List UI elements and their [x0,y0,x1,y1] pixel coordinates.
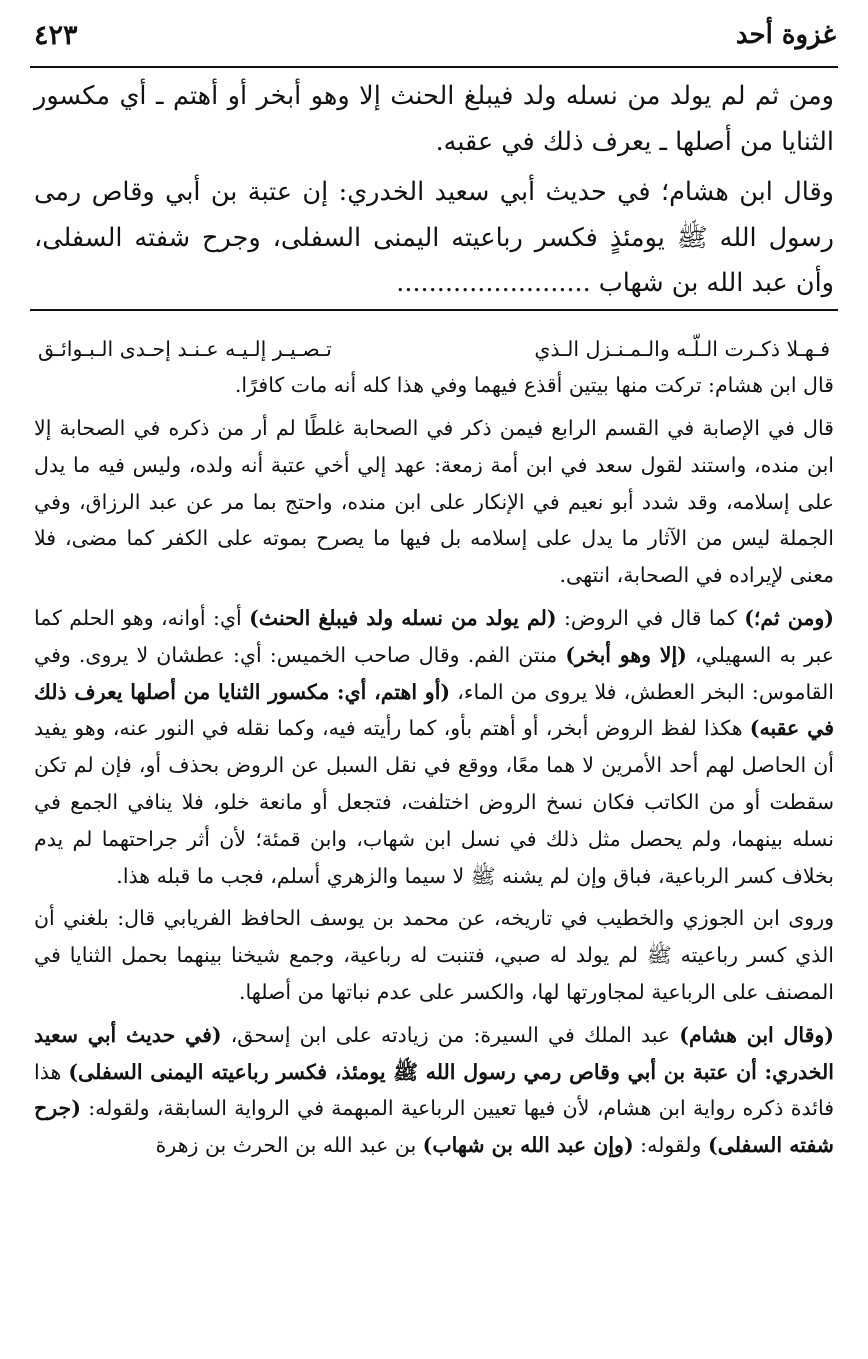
chapter-title: غزوة أحد [735,20,836,50]
quoted-text: (وقال ابن هشام) [679,1022,835,1047]
quoted-text: (لم يولد من نسله ولد فيبلغ الحنث) [249,606,557,631]
commentary [30,311,838,1165]
poetry-verse [34,331,834,368]
commentary-text: هذا فائدة ذكره رواية ابن هشام، لأن فيها تعيين الرباعية المبهمة في الرواية السابقة، ولقوله: [34,1059,834,1121]
commentary-text: منتن الفم. وقال صاحب الخميس: أي: عطشان لا يروى. وفي القاموس: البخر العطش، فلا يروى من الماء، [34,642,834,704]
verse-second-hemistich: تـصـيـر إلـيـه عـنـد إحـدى الـبـوائـق [38,336,332,361]
quoted-text: (إلا وهو أبخر) [565,642,687,667]
quoted-text: (في حديث أبي سعيد الخدري: أن عتبة بن أبي وقاص رمي رسول الله ﷺ يومئذ، فكسر رباعيته اليمنى السفلى) [34,1022,834,1084]
commentary-text: كما قال في الروض: [556,606,745,631]
commentary-paragraph [34,1017,834,1164]
page-header [30,14,838,66]
commentary-text: بن عبد الله بن الحرث بن زهرة [155,1133,423,1158]
commentary-text: هكذا لفظ الروض أبخر، أو أهتم بأو، كما رأيته فيه، وكما نقله في النور عنه، وهو يفيد أن الحاصل لهم أحد الأمرين لا هما معًا، ووقع في نقل السبل عن الروض بحذف أو، فإن لم تكن سقطت أو من الكاتب فكان نسخ الروض اختلفت، فتجعل أو مانعة خلو، فلا ينافي الجمع في نسله بينهما، ولم يحصل مثل ذلك في نسل ابن شهاب، وابن قمئة؛ لأن أثر جراحتهما لم يدم بخلاف كسر الرباعية، فباق وإن لم يشنه ﷺ لا سيما والزهري أسلم، فجب ما قبله هذا. [34,716,834,888]
quoted-text: (جرح شفته السفلى) [34,1096,834,1158]
main-text-paragraph: ومن ثم لم يولد من نسله ولد فيبلغ الحنث إلا وهو أبخر أو أهتم ـ أي مكسور الثنايا من أصلها ـ يعرف ذلك في عقبه. [34,81,834,157]
commentary-text: ولقوله: [633,1133,708,1158]
quoted-text: (أو اهتم، أي: مكسور الثنايا من أصلها يعرف ذلك في عقبه) [34,679,834,741]
commentary-paragraph: قال ابن هشام: تركت منها بيتين أقذع فيهما وفي هذا كله أنه مات كافرًا. [234,373,834,398]
main-text [30,68,838,309]
main-text-line: وقال ابن هشام؛ في حديث أبي سعيد الخدري: إن عتبة بن أبي وقاص رمى رسول الله ﷺ يومئذٍ فكسر رباعيته اليمنى السفلى، وجرح شفته السفلى، وأن عبد الله بن شهاب [34,177,834,298]
book-page [30,14,838,1344]
quoted-text: (ومن ثم؛) [744,606,834,631]
verse-first-hemistich: فـهـلا ذكـرت الـلّـه والـمـنـزل الـذي [534,336,830,361]
quoted-text: (وإن عبد الله بن شهاب) [422,1133,634,1158]
page-number: ٤٢٣ [34,20,78,51]
commentary-text: أي: أوانه، وهو الحلم كما عبر به السهيلي، [34,606,834,667]
commentary-paragraph [34,600,834,894]
continuation-dots: ........................ [396,268,591,298]
main-text-paragraph [34,170,834,307]
commentary-paragraph: قال في الإصابة في القسم الرابع فيمن ذكر في الصحابة غلطًا لم أر من ذكره في الصحابة إلا ابن منده، واستند لقول سعد في ابن أمة زمعة: عهد إلي أخي عتبة أنه ولده، وليس فيه ما يدل على إسلامه، وقد شدد أبو نعيم في الإنكار على ابن منده، واحتج بما مر عن عبد الرزاق، وفي الجملة ليس من الآثار ما يدل على إسلامه بل فيها ما يصرح بموته على الكفر كما مضى، فلا معنى لإيراده في الصحابة، انتهى. [34,416,834,588]
commentary-paragraph: وروى ابن الجوزي والخطيب في تاريخه، عن محمد بن يوسف الحافظ الفريابي قال: بلغني أن الذي كسر رباعيته ﷺ لم يولد له صبي، فتنبت له رباعية، وجمع شيخنا بينهما بحمل الثنايا في المصنف على الرباعية لمجاورتها لها، والكسر على عدم نباتها من أصلها. [34,906,834,1005]
commentary-text: عبد الملك في السيرة: من زيادته على ابن إسحق، [221,1022,680,1047]
